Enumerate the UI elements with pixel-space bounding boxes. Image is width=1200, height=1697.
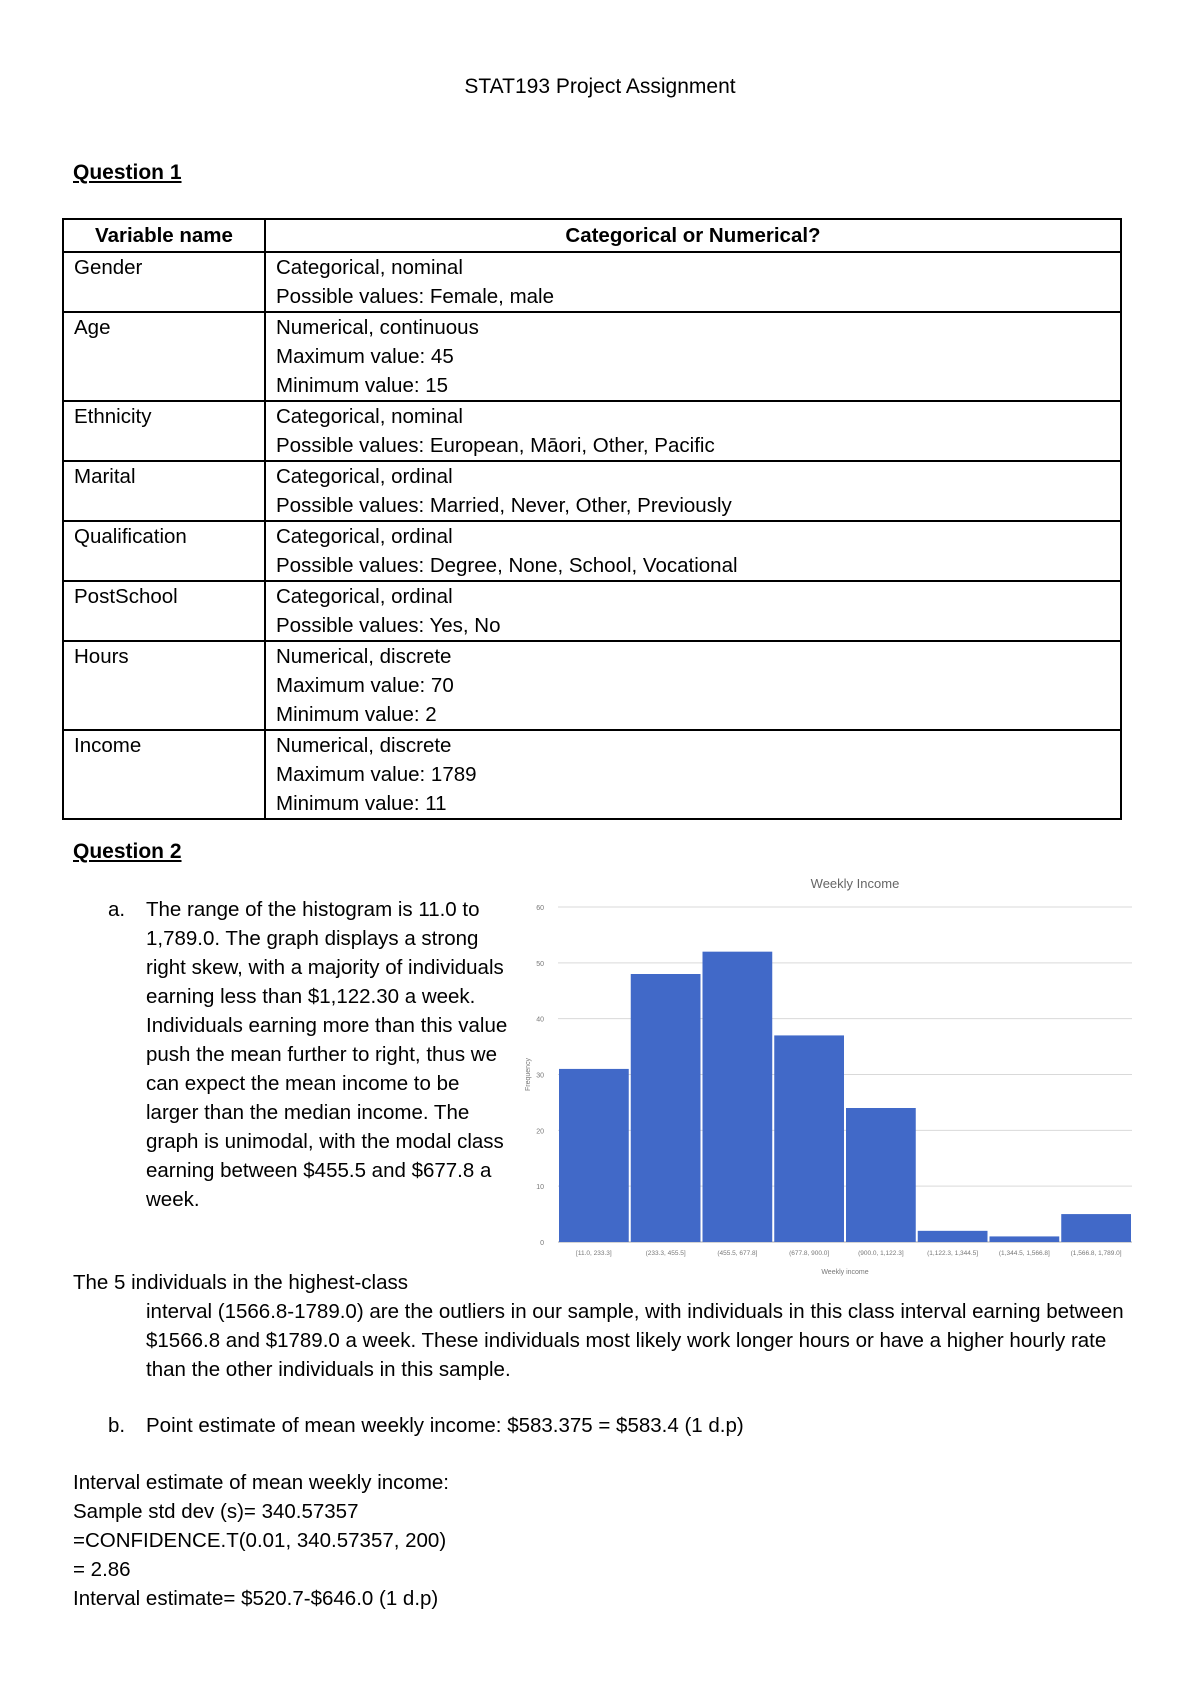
variable-type-cell [265,730,1121,819]
cell-line: Minimum value: 11 [276,792,447,815]
table-row [63,730,1121,819]
y-axis-label: Frequency [525,1057,532,1092]
x-axis-label: Weekly income [821,1269,869,1276]
cell-line: Possible values: Married, Never, Other, Previously [276,494,732,517]
histogram-bar [774,1035,844,1242]
cell-line: Minimum value: 2 [276,703,437,726]
y-tick-label: 60 [536,905,544,912]
cell-line: Possible values: European, Māori, Other, Pacific [276,434,715,457]
answer-b-marker: b. [108,1414,126,1437]
x-tick-label: (1,344.5, 1,566.8] [998,1250,1050,1257]
cell-line: Numerical, continuous [276,316,479,339]
cell-line: Categorical, nominal [276,256,463,279]
table-row [63,461,1121,521]
interval-line: Interval estimate= $520.7-$646.0 (1 d.p) [73,1587,439,1610]
y-tick-label: 20 [536,1128,544,1136]
cell-line: Numerical, discrete [276,645,452,668]
variable-name-cell: Income [63,730,265,819]
table-row [63,641,1121,730]
variable-name-cell: PostSchool [63,581,265,641]
cell-line: Numerical, discrete [276,734,452,757]
x-tick-label: (1,122.3, 1,344.5] [927,1250,979,1257]
cell-line: Categorical, ordinal [276,585,453,608]
table-row [63,401,1121,461]
histogram-bar [631,974,701,1242]
outlier-paragraph-rest: interval (1566.8-1789.0) are the outliers in our sample, with individuals in this class interval earning between $1566.8 and $1789.0 a week. These individuals most likely work longer hours or have a higher hourly rate than the other individuals in this sample. [146,1300,1124,1381]
histogram-bar [703,952,773,1242]
cell-line: Possible values: Degree, None, School, Vocational [276,554,738,577]
variable-type-cell [265,252,1121,312]
answer-a-text: The range of the histogram is 11.0 to 1,789.0. The graph displays a strong right skew, with a majority of individuals earning less than $1,122.30 a week. Individuals earning more than this value push the mean further to right, thus we can expect the mean income to be larger than the median income. The graph is unimodal, with the modal class earning between $455.5 and $677.8 a week. [146,898,508,1211]
x-tick-label: (1,566.8, 1,789.0] [1070,1250,1122,1257]
interval-line: Sample std dev (s)= 340.57357 [73,1500,359,1523]
x-tick-label: (900.0, 1,122.3] [858,1250,904,1257]
variable-name-cell: Age [63,312,265,401]
outlier-paragraph-start: The 5 individuals in the highest-class [73,1271,409,1294]
cell-line: Maximum value: 1789 [276,763,477,786]
y-tick-label: 40 [536,1016,544,1024]
histogram-bar [918,1231,988,1242]
histogram-bar [846,1108,916,1242]
histogram-bar [990,1236,1060,1242]
variable-type-cell [265,312,1121,401]
variable-type-cell [265,641,1121,730]
variable-type-cell [265,521,1121,581]
variable-type-cell [265,401,1121,461]
y-tick-label: 10 [536,1184,544,1192]
table-row [63,521,1121,581]
answer-a-marker: a. [108,898,126,921]
answer-b-text: Point estimate of mean weekly income: $583.375 = $583.4 (1 d.p) [146,1414,744,1437]
y-tick-label: 30 [536,1072,544,1080]
histogram-bar [559,1069,629,1242]
variables-table [62,218,1122,820]
cell-line: Categorical, ordinal [276,465,453,488]
variable-type-cell [265,461,1121,521]
variable-name-cell: Marital [63,461,265,521]
cell-line: Categorical, ordinal [276,525,453,548]
variable-type-cell [265,581,1121,641]
interval-line: = 2.86 [73,1558,131,1581]
y-tick-label: 0 [540,1240,544,1247]
x-tick-label: (233.3, 455.5] [645,1250,686,1257]
page-title: STAT193 Project Assignment [464,75,736,98]
variable-name-cell: Hours [63,641,265,730]
header-type: Categorical or Numerical? [265,219,1121,252]
y-tick-label: 50 [536,960,544,968]
x-tick-label: [11.0, 233.3] [576,1250,612,1257]
cell-line: Minimum value: 15 [276,374,449,397]
chart-title: Weekly Income [810,876,900,891]
variable-name-cell: Qualification [63,521,265,581]
interval-line: Interval estimate of mean weekly income: [73,1471,449,1494]
question-2-heading: Question 2 [73,840,182,863]
cell-line: Possible values: Yes, No [276,614,501,637]
x-tick-label: (677.8, 900.0] [789,1250,830,1257]
table-row [63,581,1121,641]
question-1-heading: Question 1 [73,161,182,184]
table-header-row [63,219,1121,252]
variable-name-cell: Gender [63,252,265,312]
cell-line: Categorical, nominal [276,405,463,428]
table-row [63,312,1121,401]
histogram-bar [1061,1214,1131,1242]
variables-table-body [63,252,1121,819]
x-tick-label: (455.5, 677.8] [717,1250,758,1257]
weekly-income-histogram [520,862,1140,1282]
cell-line: Maximum value: 45 [276,345,454,368]
variable-name-cell: Ethnicity [63,401,265,461]
table-row [63,252,1121,312]
cell-line: Maximum value: 70 [276,674,454,697]
header-variable-name: Variable name [63,219,265,252]
cell-line: Possible values: Female, male [276,285,555,308]
interval-line: =CONFIDENCE.T(0.01, 340.57357, 200) [73,1529,447,1552]
interval-estimate-block [73,1468,449,1613]
